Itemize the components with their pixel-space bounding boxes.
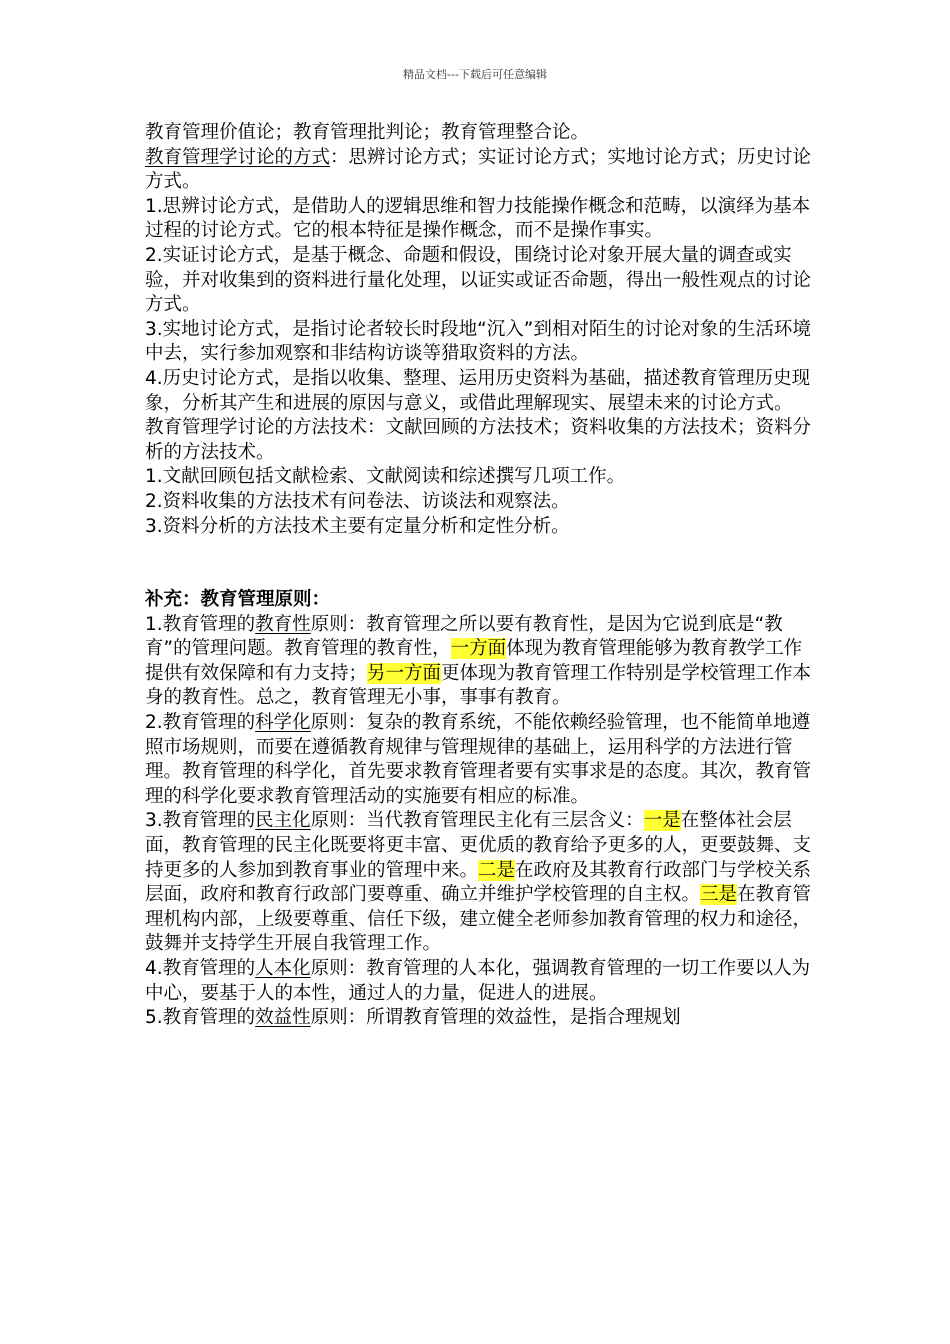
principle-3-term: 民主化 [255,810,311,832]
principle-3-text-c: 在政府及其教育行政部门与学校关系层面，政府和教育行政部门要尊重、确立并维护学校管理的自主权。 [145,859,812,906]
principle-1-text-c: 更体现为教育管理工作特别是学校管理工作本身的教育性。总之，教育管理无小事，事事有教育。 [145,662,812,709]
principle-3-highlight-3: 三是 [700,884,738,906]
method-1: 1.思辨讨论方式，是借助人的逻辑思维和智力技能操作概念和范畴，以演绎为基本过程的讨论方式。它的根本特征是操作概念，而不是操作事实。 [145,195,811,242]
document-body [145,121,813,1031]
principle-1-highlight-1: 一方面 [450,638,507,660]
technique-2: 2.资料收集的方法技术有问卷法、访谈法和观察法。 [145,490,570,512]
principle-3-text-b: 在整体社会层面，教育管理的民主化既要将更丰富、更优质的教育给予更多的人，更要鼓舞、支持更多的人参加到教育事业的管理中来。 [145,810,812,881]
principle-2-prefix: 2.教育管理的 [145,712,256,734]
methods-list: ：思辨讨论方式；实证讨论方式；实地讨论方式；历史讨论方式。 [145,146,812,193]
method-4: 4.历史讨论方式，是指以收集、整理、运用历史资料为基础，描述教育管理历史现象，分析其产生和进展的原因与意义，或借此理解现实、展望未来的讨论方式。 [145,367,811,414]
technique-3: 3.资料分析的方法技术主要有定量分析和定性分析。 [145,515,570,537]
principle-4-prefix: 4.教育管理的 [145,958,256,979]
principle-3-prefix: 3.教育管理的 [145,810,256,832]
principle-1-text-b: 体现为教育管理能够为教育教学工作提供有效保障和有力支持； [145,638,803,684]
principle-4-text: 原则：教育管理的人本化，强调教育管理的一切工作要以人为中心，要基于人的本性，通过人的力量，促进人的进展。 [145,958,811,1004]
section-gap [145,539,813,588]
principles-title: 补充：教育管理原则： [145,589,331,611]
methods-paragraph [145,146,813,195]
principle-1-prefix: 1.教育管理的 [145,613,256,635]
method-2: 2.实证讨论方式，是基于概念、命题和假设，围绕讨论对象开展大量的调查或实验，并对收集到的资料进行量化处理，以证实或证否命题，得出一般性观点的讨论方式。 [145,244,812,316]
technique-1: 1.文献回顾包括文献检索、文献阅读和综述撰写几项工作。 [145,466,626,488]
principle-4 [145,957,813,1006]
principle-1-highlight-2: 另一方面 [367,662,442,684]
principle-2 [145,711,813,809]
principle-3-text-a: 原则：当代教育管理民主化有三层含义： [310,810,644,832]
principle-4-term: 人本化 [255,958,311,979]
principle-5-term: 效益性 [255,1007,311,1029]
principle-1-term: 教育性 [255,613,311,635]
principle-5-prefix: 5.教育管理的 [145,1007,256,1029]
method-3: 3.实地讨论方式，是指讨论者较长时段地“沉入”到相对陌生的讨论对象的生活环境中去，实行参加观察和非结构访谈等猎取资料的方法。 [145,318,811,365]
value-theories-line: 教育管理价值论；教育管理批判论；教育管理整合论。 [145,122,590,143]
principle-3 [145,809,813,957]
techniques-paragraph: 教育管理学讨论的方法技术：文献回顾的方法技术；资料收集的方法技术；资料分析的方法技术。 [145,417,812,463]
principle-1 [145,613,813,711]
principle-3-text-d: 在教育管理机构内部，上级要尊重、信任下级，建立健全老师参加教育管理的权力和途径，鼓舞并支持学生开展自我管理工作。 [145,884,812,955]
principle-5 [145,1006,813,1031]
methods-title: 教育管理学讨论的方式 [145,146,331,168]
principle-1-text-a: 原则：教育管理之所以要有教育性，是因为它说到底是“教育”的管理问题。教育管理的教育性， [145,613,783,660]
principle-3-highlight-1: 一是 [643,810,681,832]
principle-3-highlight-2: 二是 [478,859,516,881]
principle-2-term: 科学化 [255,712,311,734]
principle-5-text: 原则：所谓教育管理的效益性，是指合理规划 [310,1007,681,1029]
principle-2-text: 原则：复杂的教育系统，不能依赖经验管理，也不能简单地遵照市场规则，而要在遵循教育规律与管理规律的基础上，运用科学的方法进行管理。教育管理的科学化，首先要求教育管理者要有实事求是的态度。其次，教育管理的科学化要求教育管理活动的实施要有相应的标准。 [145,712,812,807]
page-header: 精品文档---下载后可任意编辑 [403,68,547,81]
